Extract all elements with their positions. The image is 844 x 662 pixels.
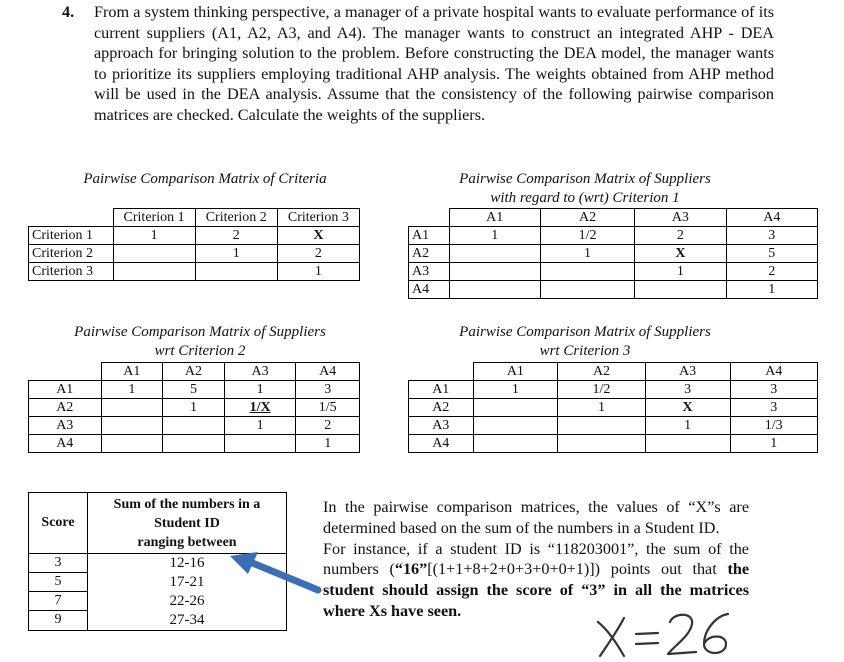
column-header: Criterion 1 <box>113 209 195 227</box>
row-label: A4 <box>409 281 450 299</box>
matrix-cell: 1 <box>277 263 359 281</box>
matrix-cell: 1/5 <box>296 399 360 417</box>
sum-range-header <box>88 493 287 554</box>
note-text: [(1+1+8+2+0+3+0+0+1)]) points out that <box>427 560 728 579</box>
annotation-arrow-icon <box>228 552 322 594</box>
row-label: A3 <box>409 263 450 281</box>
matrix-cell <box>645 435 730 453</box>
supplier-c2-caption <box>50 323 350 361</box>
row-label: A2 <box>409 245 450 263</box>
matrix-cell <box>473 435 558 453</box>
row-label: A2 <box>29 399 102 417</box>
note-bold-conclusion: the student should assign the score of “3” in all the matrices where Xs have seen. <box>323 560 750 620</box>
score-value: 3 <box>29 554 87 573</box>
matrix-cell: 1 <box>726 281 817 299</box>
matrix-cell: 3 <box>726 227 817 245</box>
matrix-cell: 1 <box>195 245 277 263</box>
matrix-cell <box>449 263 540 281</box>
matrix-cell: 1/2 <box>540 227 634 245</box>
matrix-cell: 1 <box>645 417 730 435</box>
note-text: For instance, if a student ID is “118203001”, the sum of the numbers ( <box>323 539 749 579</box>
header-line: ranging between <box>137 534 237 550</box>
matrix-cell <box>473 417 558 435</box>
header-line: Sum of the numbers in a <box>113 496 261 512</box>
matrix-cell <box>224 435 296 453</box>
matrix-cell: 1 <box>449 227 540 245</box>
row-label: A3 <box>29 417 102 435</box>
caption-line: Pairwise Comparison Matrix of Suppliers <box>459 171 711 187</box>
matrix-cell <box>449 281 540 299</box>
matrix-cell <box>195 263 277 281</box>
matrix-cell <box>101 435 163 453</box>
matrix-cell <box>113 263 195 281</box>
matrix-cell <box>540 263 634 281</box>
supplier-matrix-c2 <box>28 362 360 453</box>
matrix-cell: 1 <box>540 245 634 263</box>
matrix-cell: 1 <box>635 263 726 281</box>
matrix-cell <box>449 245 540 263</box>
row-label: Criterion 3 <box>29 263 114 281</box>
matrix-cell: 1 <box>101 381 163 399</box>
question-number: 4. <box>62 3 75 21</box>
score-column <box>29 554 88 631</box>
column-header: A2 <box>540 209 634 227</box>
matrix-cell-x: 1/X <box>224 399 296 417</box>
range-value: 12-16 <box>169 555 205 571</box>
supplier-c1-caption <box>430 170 740 208</box>
matrix-cell <box>163 417 225 435</box>
column-header: A2 <box>163 363 225 381</box>
header-line: Student ID <box>154 515 220 531</box>
matrix-cell: 1 <box>296 435 360 453</box>
criteria-matrix-caption: Pairwise Comparison Matrix of Criteria <box>83 171 327 187</box>
matrix-cell: 1 <box>163 399 225 417</box>
column-header: Criterion 2 <box>195 209 277 227</box>
range-value: 27-34 <box>169 612 205 628</box>
supplier-matrix-c1 <box>408 208 818 299</box>
matrix-cell: 1 <box>224 381 296 399</box>
caption-line: Pairwise Comparison Matrix of Suppliers <box>74 324 326 340</box>
handwritten-annotation <box>594 604 734 660</box>
matrix-corner <box>409 209 450 227</box>
matrix-cell-x: X <box>635 245 726 263</box>
column-header: A3 <box>635 209 726 227</box>
caption-line: wrt Criterion 3 <box>539 343 631 359</box>
matrix-cell: 1/3 <box>730 417 818 435</box>
matrix-cell: 1 <box>558 399 645 417</box>
row-label: A4 <box>29 435 102 453</box>
score-value: 5 <box>29 573 87 592</box>
matrix-cell: 1 <box>224 417 296 435</box>
matrix-cell: 2 <box>296 417 360 435</box>
matrix-cell: 5 <box>726 245 817 263</box>
criteria-matrix <box>28 208 360 281</box>
row-label: A1 <box>409 381 474 399</box>
column-header: A4 <box>296 363 360 381</box>
matrix-cell: 3 <box>296 381 360 399</box>
caption-line: with regard to (wrt) Criterion 1 <box>490 190 680 206</box>
row-label: A3 <box>409 417 474 435</box>
supplier-c3-caption <box>430 323 740 361</box>
column-header: A4 <box>730 363 818 381</box>
column-header: A3 <box>645 363 730 381</box>
matrix-cell: 2 <box>195 227 277 245</box>
matrix-cell-x: X <box>277 227 359 245</box>
note-bold-sum: “16” <box>394 560 428 579</box>
range-value: 22-26 <box>169 593 205 609</box>
matrix-cell <box>113 245 195 263</box>
matrix-cell: 5 <box>163 381 225 399</box>
score-header: Score <box>29 493 88 554</box>
matrix-cell: 1/2 <box>558 381 645 399</box>
score-value: 7 <box>29 592 87 611</box>
column-header: A4 <box>726 209 817 227</box>
score-value: 9 <box>54 612 62 627</box>
column-header: A2 <box>558 363 645 381</box>
column-header: A1 <box>449 209 540 227</box>
supplier-matrix-c3 <box>408 362 818 453</box>
column-header: Criterion 3 <box>277 209 359 227</box>
matrix-cell: 1 <box>473 381 558 399</box>
matrix-cell: 3 <box>730 399 818 417</box>
caption-line: Pairwise Comparison Matrix of Suppliers <box>459 324 711 340</box>
column-header: A1 <box>473 363 558 381</box>
matrix-cell: 3 <box>645 381 730 399</box>
matrix-cell: 2 <box>726 263 817 281</box>
matrix-cell-x: X <box>645 399 730 417</box>
matrix-cell: 1 <box>113 227 195 245</box>
matrix-cell <box>558 435 645 453</box>
matrix-cell <box>558 417 645 435</box>
column-header: A1 <box>101 363 163 381</box>
matrix-cell: 1 <box>730 435 818 453</box>
matrix-cell <box>101 417 163 435</box>
column-header: A3 <box>224 363 296 381</box>
matrix-corner <box>29 363 102 381</box>
matrix-corner <box>29 209 114 227</box>
row-label: Criterion 2 <box>29 245 114 263</box>
row-label: A2 <box>409 399 474 417</box>
matrix-cell: 3 <box>730 381 818 399</box>
caption-line: wrt Criterion 2 <box>154 343 246 359</box>
matrix-cell <box>540 281 634 299</box>
matrix-cell: 2 <box>635 227 726 245</box>
range-value: 17-21 <box>169 574 205 590</box>
question-text: From a system thinking perspective, a manager of a private hospital wants to evaluate performance of its current suppliers (A1, A2, A3, and A4). The manager wants to construct an integrated AHP - DEA approach for bringing solution to the problem. Before constructing the DEA model, the manager wants to prioritize its suppliers employing traditional AHP analysis. The weights obtained from AHP method will be used in the DEA analysis. Assume that the consistency of the following pairwise comparison matrices are checked. Calculate the weights of the suppliers. <box>94 3 774 124</box>
matrix-cell <box>635 281 726 299</box>
matrix-corner <box>409 363 474 381</box>
matrix-cell: 2 <box>277 245 359 263</box>
note-paragraph: In the pairwise comparison matrices, the values of “X”s are determined based on the sum of the numbers in a Student ID. <box>323 498 749 537</box>
row-label: Criterion 1 <box>29 227 114 245</box>
matrix-cell <box>101 399 163 417</box>
row-label: A4 <box>409 435 474 453</box>
row-label: A1 <box>29 381 102 399</box>
row-label: A1 <box>409 227 450 245</box>
matrix-cell <box>163 435 225 453</box>
matrix-cell <box>473 399 558 417</box>
